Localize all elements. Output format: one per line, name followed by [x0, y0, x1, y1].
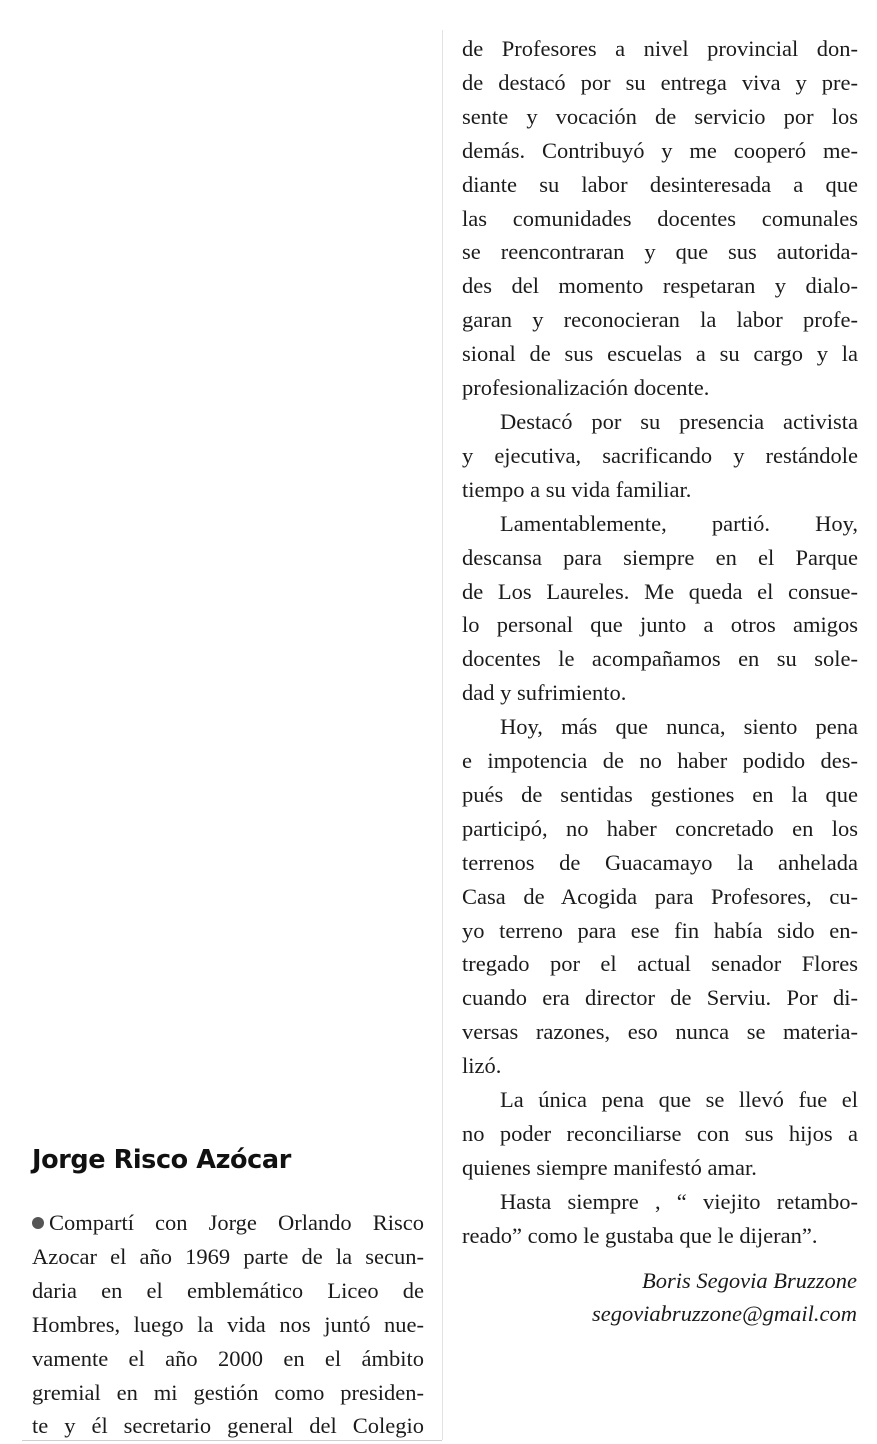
text-line: profesionalización docente. — [462, 375, 710, 401]
text-line: daria en el emblemático Liceo de — [32, 1277, 424, 1303]
text-line: las comunidades docentes comunales — [462, 205, 858, 231]
text-line: garan y reconocieran la labor profe- — [462, 307, 858, 333]
text-line: no poder reconciliarse con sus hijos a — [462, 1121, 858, 1146]
text-line: Casa de Acogida para Profesores, cu- — [462, 883, 858, 909]
article-title: Jorge Risco Azócar — [32, 1145, 291, 1176]
text-line: terrenos de Guacamayo la anhelada — [462, 849, 858, 875]
text-line: gremial en mi gestión como presiden- — [32, 1379, 424, 1405]
text-line: Hoy, más que nunca, siento pena — [500, 714, 858, 740]
signature — [592, 1264, 857, 1330]
text-line: Azocar el año 1969 parte de la secun- — [32, 1243, 424, 1269]
text-line: Hasta siempre , “ viejito retambo- — [500, 1188, 858, 1214]
text-line: lizó. — [462, 1053, 502, 1079]
text-line: sente y vocación de servicio por los — [462, 103, 858, 129]
text-line: Compartí con Jorge Orlando Risco — [32, 1206, 424, 1240]
text-line: yo terreno para ese fin había sido en- — [462, 917, 858, 943]
text-line: Hombres, luego la vida nos juntó nue- — [32, 1311, 424, 1337]
author-email: segoviabruzzone@gmail.com — [591, 1301, 857, 1326]
bullet-icon — [32, 1217, 44, 1229]
right-column-text — [462, 32, 858, 1253]
text-line: y ejecutiva, sacrificando y restándole — [462, 442, 858, 468]
text-line: Destacó por su presencia activista — [500, 408, 858, 434]
text-line: Lamentablemente, partió. Hoy, — [500, 510, 858, 536]
text-line: de Los Laureles. Me queda el consue- — [462, 578, 858, 604]
text-line: tiempo a su vida familiar. — [462, 476, 692, 502]
text-line: cuando era director de Serviu. Por di- — [462, 985, 858, 1011]
text-line: La única pena que se llevó fue el — [500, 1087, 858, 1113]
text-line: lo personal que junto a otros amigos — [462, 612, 858, 638]
text-line: participó, no haber concretado en los — [462, 815, 858, 841]
column-divider — [442, 30, 443, 1440]
text-line: sional de sus escuelas a su cargo y la — [462, 341, 858, 367]
text-line: reado” como le gustaba que le dijeran”. — [462, 1222, 818, 1248]
author-name: Boris Segovia Bruzzone — [642, 1268, 857, 1293]
text-line: pués de sentidas gestiones en la que — [462, 781, 858, 807]
text-line: dad y sufrimiento. — [462, 680, 627, 706]
text-line: te y él secretario general del Colegio — [32, 1413, 424, 1439]
text-line: descansa para siempre en el Parque — [462, 544, 858, 570]
left-column-text — [32, 1206, 424, 1443]
text-line: tregado por el actual senador Flores — [462, 951, 858, 977]
text-line: demás. Contribuyó y me cooperó me- — [462, 137, 858, 163]
text-line: quienes siempre manifestó amar. — [462, 1154, 757, 1180]
text-line: diante su labor desinteresada a que — [462, 171, 858, 197]
text-line: des del momento respetaran y dialo- — [462, 273, 858, 299]
text-line: se reencontraran y que sus autorida- — [462, 239, 858, 265]
text-line: e impotencia de no haber podido des- — [462, 748, 858, 774]
text-line: de Profesores a nivel provincial don- — [462, 36, 858, 61]
text-line: vamente el año 2000 en el ámbito — [32, 1345, 424, 1371]
text-line: docentes le acompañamos en su sole- — [462, 646, 858, 672]
text-line: de destacó por su entrega viva y pre- — [462, 69, 858, 95]
text-line: versas razones, eso nunca se materia- — [462, 1019, 858, 1045]
